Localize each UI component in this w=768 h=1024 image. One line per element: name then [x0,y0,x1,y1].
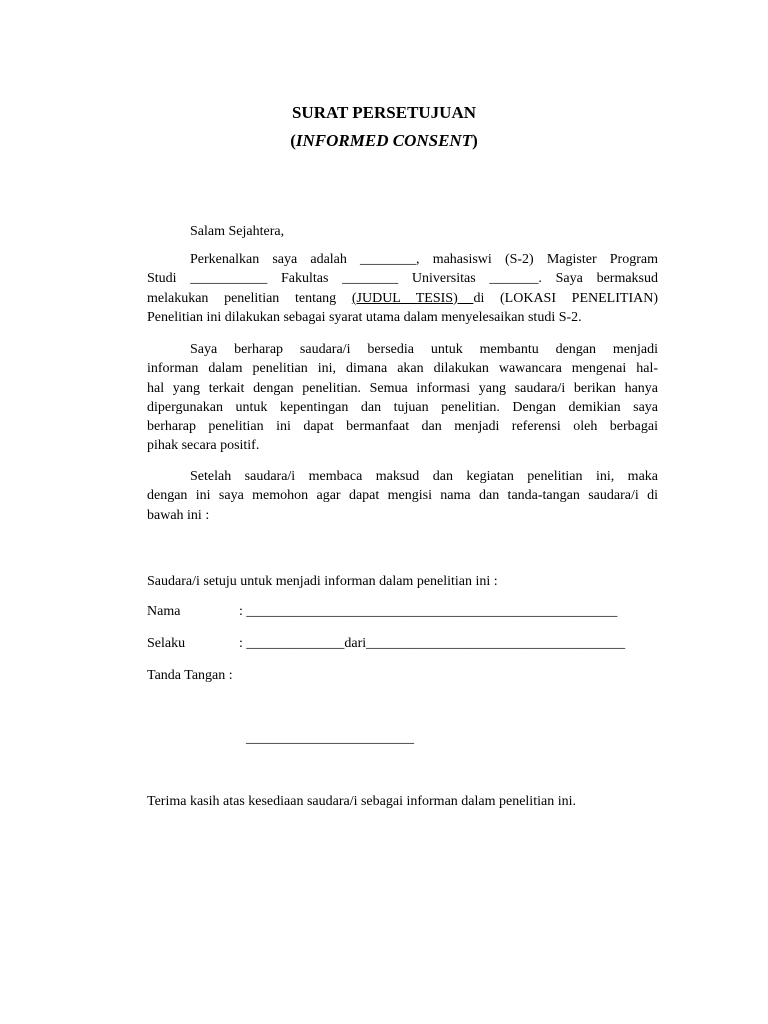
para1-line4: Penelitian ini dilakukan sebagai syarat utama dalam menyelesaikan studi S-2. [147,309,582,325]
document-title: SURAT PERSETUJUAN [291,103,477,122]
signature-line[interactable]: ________________________ [246,731,414,746]
para1-line1: Perkenalkan saya adalah ________, mahasiswi (S-2) Magister Program [190,252,658,267]
para2-line5: berharap penelitian ini dapat bermanfaat dan menjadi referensi oleh berbagai [147,419,658,435]
para3-line1: Setelah saudara/i membaca maksud dan kegiatan penelitian ini, maka [190,469,658,484]
agree-statement: Saudara/i setuju untuk menjadi informan dalam penelitian ini : [147,574,498,589]
paragraph-request [147,340,658,456]
thesis-title-placeholder: (JUDUL TESIS) [351,290,474,306]
paragraph-instruction [147,467,658,525]
para2-line2: informan dalam penelitian ini, dimana akan dilakukan wawancara mengenai hal- [147,361,658,377]
para1-line3 [147,289,658,308]
para2-line1: Saya berharap saudara/i bersedia untuk membantu dengan menjadi [190,342,658,357]
subtitle-open: ( [290,131,296,150]
role-label: Selaku [147,636,186,651]
document-subtitle [0,131,768,151]
name-label: Nama [147,604,181,619]
para1-line3-post: di (LOKASI PENELITIAN) [473,290,658,306]
para1-line3-pre: melakukan penelitian tentang [147,290,352,306]
name-field[interactable]: : _____________________________________________________ [239,604,618,619]
paragraph-introduction [147,250,658,327]
greeting [147,222,658,241]
role-field-row [147,634,625,653]
greeting-text: Salam Sejahtera, [190,224,285,239]
closing-statement: Terima kasih atas kesediaan saudara/i sebagai informan dalam penelitian ini. [147,794,576,809]
name-field-row [147,602,617,621]
para2-line3: hal yang terkait dengan penelitian. Semua informasi yang saudara/i berikan hanya [147,380,658,396]
para2-line6: pihak secara positif. [147,438,260,454]
para2-line4: dipergunakan untuk kepentingan dan tujuan penelitian. Dengan demikian saya [147,399,658,415]
role-field[interactable]: : ______________dari_____________________________________ [239,636,626,651]
subtitle-close: ) [472,131,478,150]
para3-line3: bawah ini : [147,507,210,523]
para1-line2: Studi ___________ Fakultas ________ Universitas _______. Saya bermaksud [147,271,658,287]
subtitle-italic: INFORMED CONSENT [295,131,473,150]
para3-line2: dengan ini saya memohon agar dapat mengisi nama dan tanda-tangan saudara/i di [147,488,658,504]
signature-label: Tanda Tangan : [147,668,233,683]
